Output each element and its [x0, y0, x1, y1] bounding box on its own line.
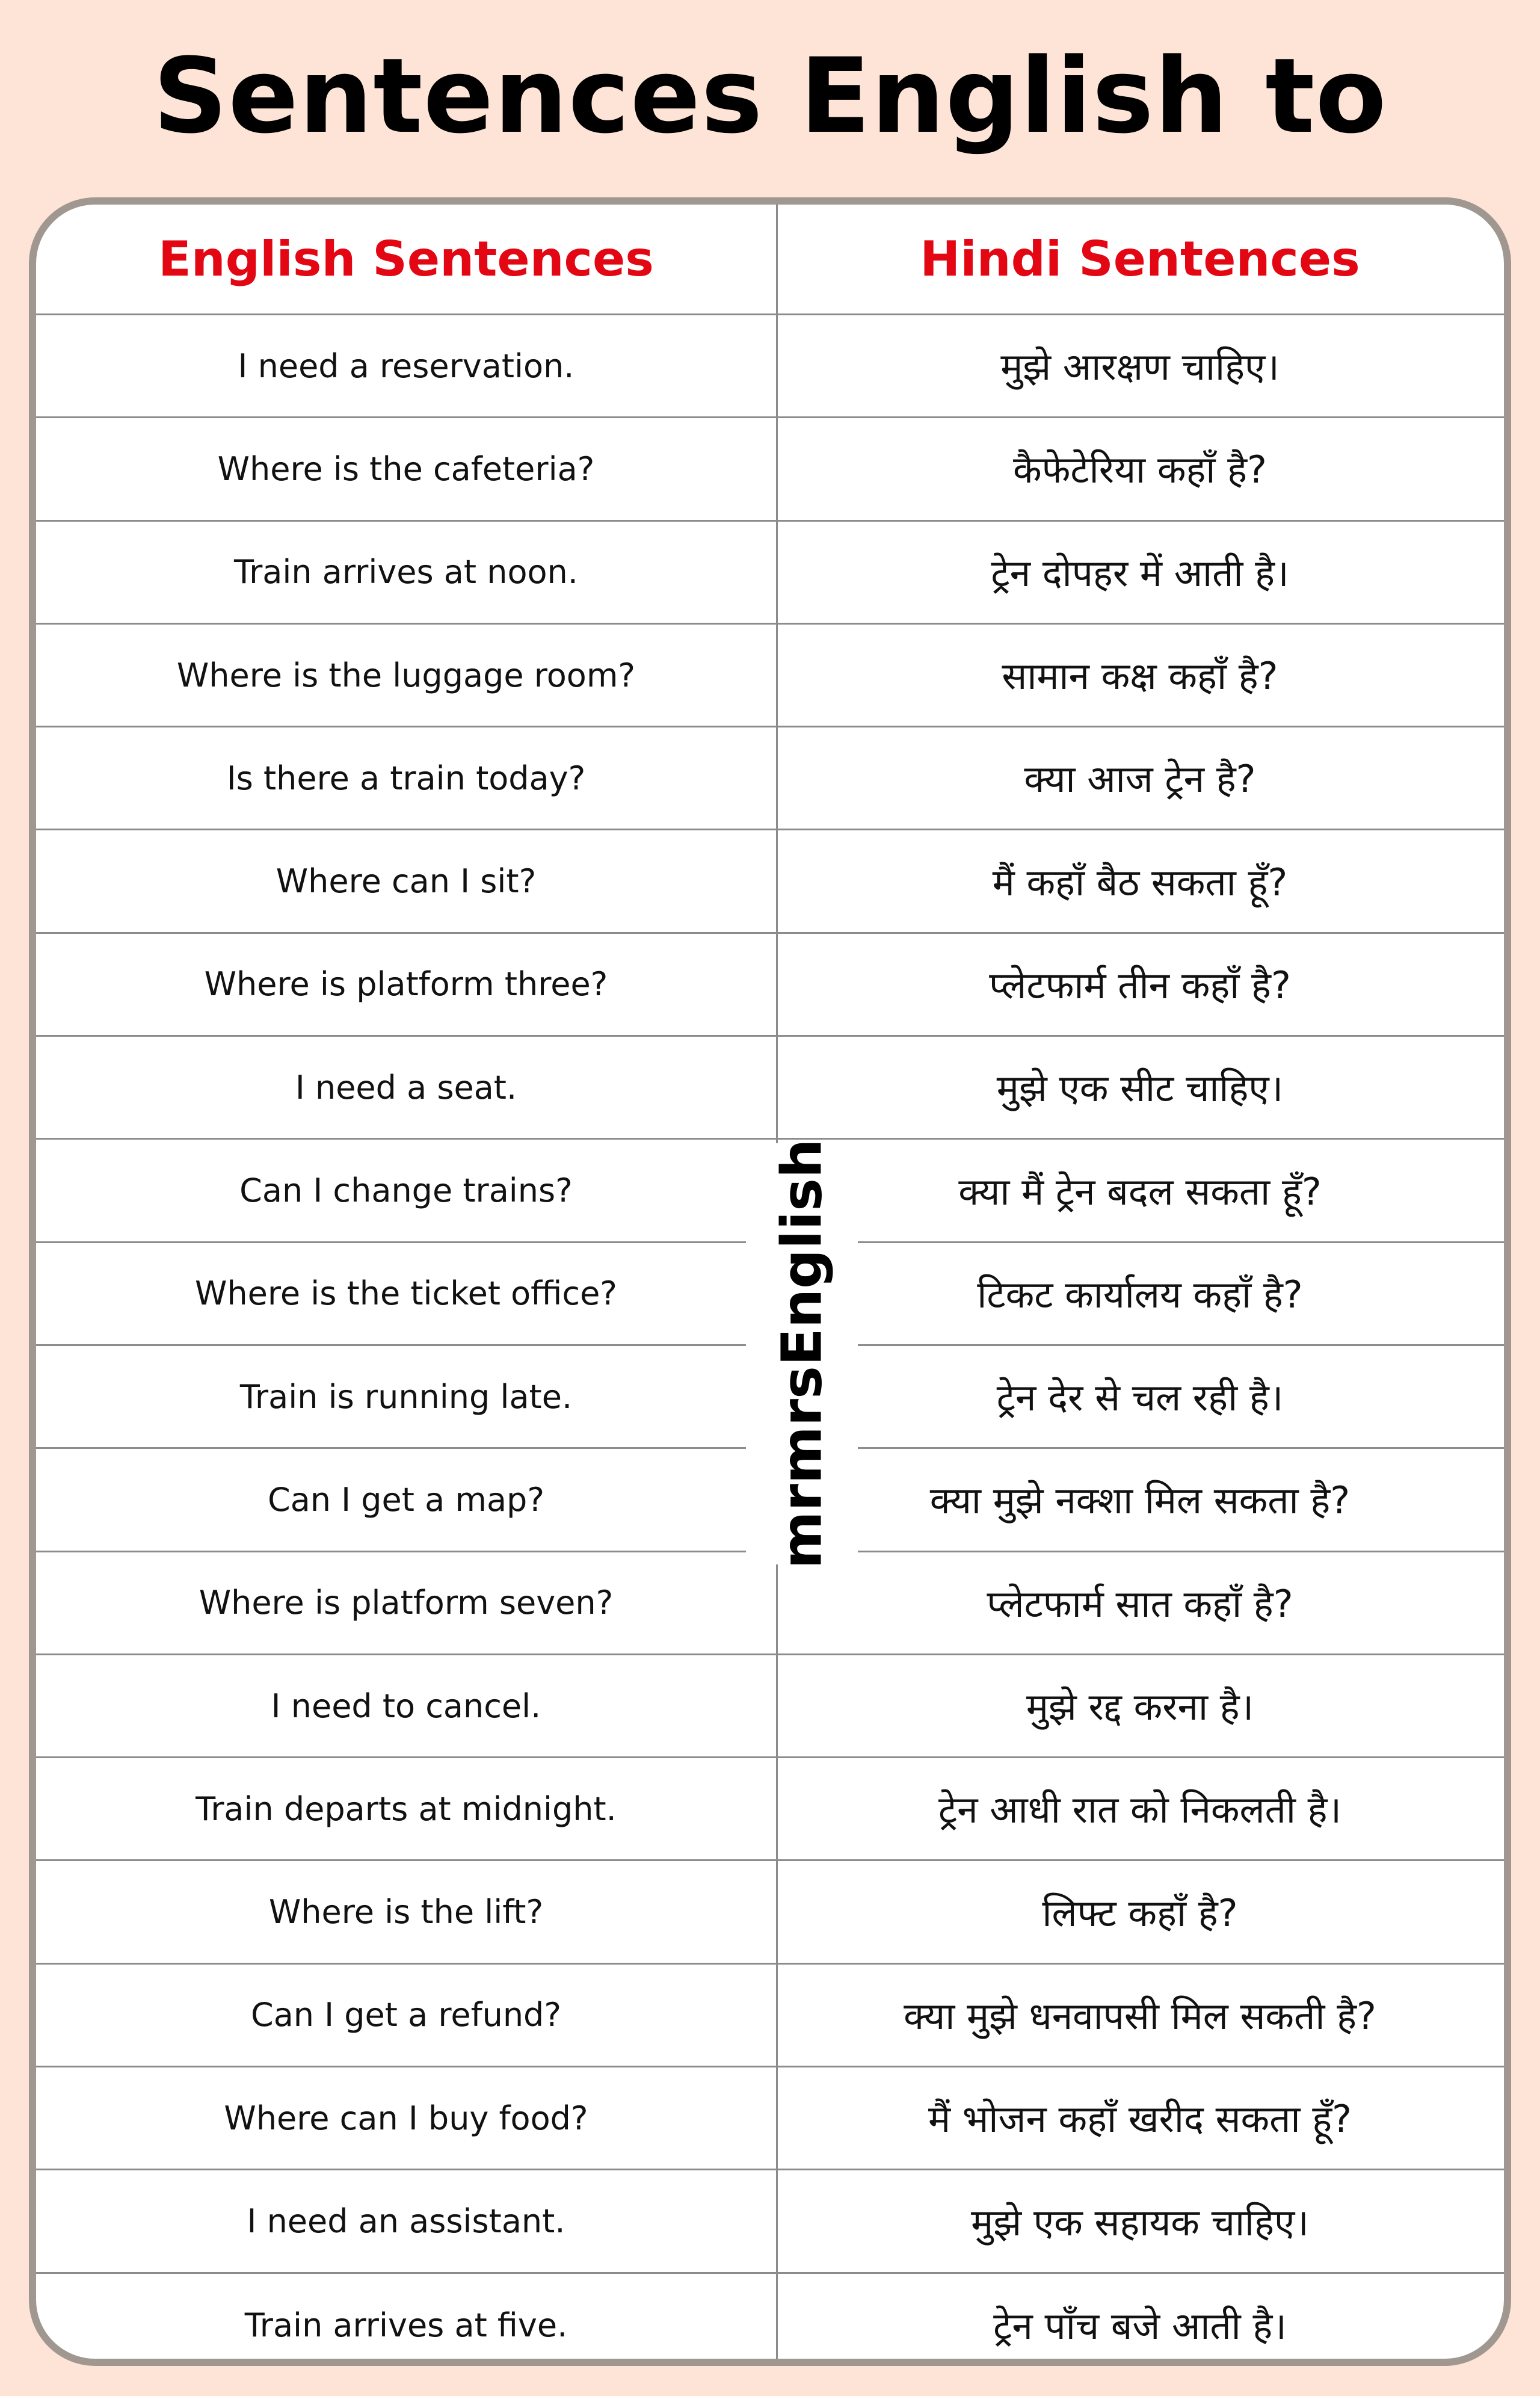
english-sentence: Train is running late.	[239, 1377, 573, 1416]
hindi-sentence: लिफ्ट कहाँ है?	[1042, 1891, 1238, 1935]
table-row	[36, 2274, 1504, 2366]
page-title: Sentences English to	[153, 36, 1387, 156]
hindi-sentence: क्या आज ट्रेन है?	[1024, 757, 1256, 801]
table-row	[36, 625, 1504, 727]
english-sentence: Where is the lift?	[268, 1893, 544, 1931]
english-sentence: Can I get a refund?	[250, 1996, 561, 2034]
english-sentence: Where is the luggage room?	[176, 656, 636, 694]
table-row	[36, 418, 1504, 521]
hindi-sentence: प्लेटफार्म तीन कहाँ है?	[989, 963, 1291, 1007]
hindi-sentence: मैं भोजन कहाँ खरीद सकता हूँ?	[928, 2097, 1352, 2141]
hindi-sentence: सामान कक्ष कहाँ है?	[1002, 654, 1278, 699]
hindi-sentence: मुझे आरक्षण चाहिए।	[1000, 345, 1280, 389]
table-row	[36, 522, 1504, 625]
english-sentence: Train arrives at noon.	[234, 553, 578, 591]
hindi-sentence: क्या मुझे धनवापसी मिल सकती है?	[904, 1993, 1376, 2038]
hindi-sentence: मैं कहाँ बैठ सकता हूँ?	[992, 860, 1288, 904]
table-row	[36, 831, 1504, 934]
english-sentence: Where is the ticket office?	[195, 1274, 617, 1313]
table-row	[36, 1862, 1504, 1965]
hindi-sentence: मुझे एक सीट चाहिए।	[996, 1066, 1284, 1111]
hindi-sentence: कैफेटेरिया कहाँ है?	[1013, 448, 1267, 492]
english-sentence: Can I change trains?	[239, 1172, 573, 1210]
table-header-row	[36, 205, 1504, 315]
sentence-table	[36, 205, 1504, 2359]
table-row	[36, 2067, 1504, 2170]
hindi-sentence: क्या मुझे नक्शा मिल सकता है?	[929, 1478, 1351, 1523]
table-row	[36, 1655, 1504, 1758]
sentence-table-card	[29, 197, 1511, 2366]
hindi-sentence: मुझे रद्द करना है।	[1026, 1685, 1254, 1729]
header-english: English Sentences	[158, 231, 654, 287]
english-sentence: Train arrives at five.	[244, 2306, 568, 2344]
english-sentence: Where is the cafeteria?	[217, 449, 595, 488]
english-sentence: Where is platform seven?	[199, 1584, 614, 1622]
hindi-sentence: प्लेटफार्म सात कहाँ है?	[987, 1581, 1293, 1626]
watermark-text: mrmrsEnglish	[769, 1138, 834, 1569]
hindi-sentence: क्या मैं ट्रेन बदल सकता हूँ?	[958, 1169, 1322, 1214]
table-row	[36, 1758, 1504, 1861]
table-row	[36, 1965, 1504, 2067]
english-sentence: Where is platform three?	[204, 965, 608, 1004]
table-row	[36, 727, 1504, 830]
english-sentence: I need a seat.	[295, 1068, 517, 1107]
hindi-sentence: टिकट कार्यालय कहाँ है?	[977, 1272, 1303, 1317]
hindi-sentence: ट्रेन दोपहर में आती है।	[991, 551, 1289, 595]
english-sentence: Where can I sit?	[276, 862, 537, 901]
english-sentence: I need a reservation.	[238, 347, 574, 385]
english-sentence: Is there a train today?	[226, 759, 586, 797]
english-sentence: I need to cancel.	[271, 1687, 541, 1725]
hindi-sentence: ट्रेन देर से चल रही है।	[996, 1376, 1284, 1420]
english-sentence: Train departs at midnight.	[196, 1789, 617, 1828]
english-sentence: Can I get a map?	[267, 1480, 544, 1519]
hindi-sentence: ट्रेन आधी रात को निकलती है।	[938, 1788, 1342, 1832]
table-row	[36, 2170, 1504, 2273]
table-row	[36, 1037, 1504, 1140]
header-hindi: Hindi Sentences	[920, 231, 1360, 287]
hindi-sentence: मुझे एक सहायक चाहिए।	[971, 2200, 1309, 2244]
english-sentence: I need an assistant.	[247, 2202, 565, 2241]
table-row	[36, 934, 1504, 1037]
hindi-sentence: ट्रेन पाँच बजे आती है।	[993, 2304, 1287, 2348]
english-sentence: Where can I buy food?	[224, 2099, 588, 2137]
table-row	[36, 315, 1504, 418]
